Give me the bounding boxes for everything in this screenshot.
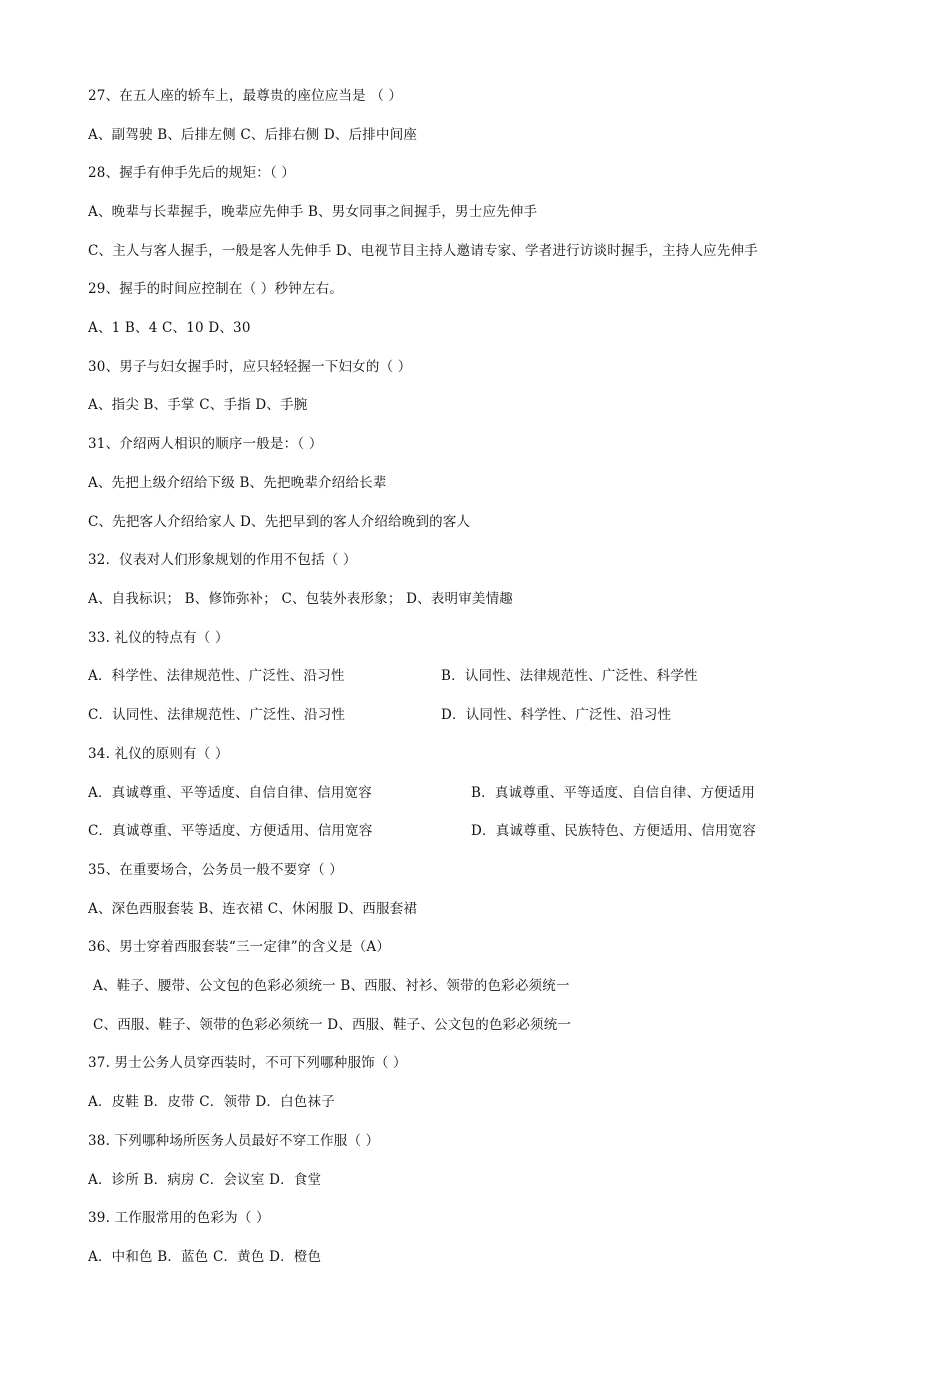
question-33-option-b: B．认同性、法律规范性、广泛性、科学性 — [441, 668, 698, 684]
question-39-stem: 39. 工作服常用的色彩为（ ） — [88, 1210, 270, 1226]
question-34-options-row-1 — [88, 781, 828, 805]
question-34-options-row-2 — [88, 819, 828, 843]
question-38-stem: 38. 下列哪种场所医务人员最好不穿工作服（ ） — [88, 1133, 380, 1149]
question-37-stem: 37. 男士公务人员穿西装时，不可下列哪种服饰（ ） — [88, 1055, 407, 1071]
question-28-options-cd: C、主人与客人握手，一般是客人先伸手 D、电视节目主持人邀请专家、学者进行访谈时握手，主持人应先伸手 — [88, 243, 758, 259]
question-33-options-row-1 — [88, 664, 808, 688]
question-29-stem: 29、握手的时间应控制在（ ）秒钟左右。 — [88, 281, 343, 297]
question-34-option-b: B．真诚尊重、平等适度、自信自律、方便适用 — [471, 785, 756, 801]
question-33-option-a: A．科学性、法律规范性、广泛性、沿习性 — [88, 668, 345, 684]
question-37-options: A．皮鞋 B．皮带 C．领带 D．白色袜子 — [88, 1094, 335, 1110]
question-34-option-a: A．真诚尊重、平等适度、自信自律、信用宽容 — [88, 785, 372, 801]
question-33-stem: 33. 礼仪的特点有（ ） — [88, 630, 229, 646]
question-29-options: A、1 B、4 C、10 D、30 — [88, 320, 251, 336]
question-34-option-c: C．真诚尊重、平等适度、方便适用、信用宽容 — [88, 823, 373, 839]
question-35-options: A、深色西服套装 B、连衣裙 C、休闲服 D、西服套裙 — [88, 901, 418, 917]
question-28-options-ab: A、晚辈与长辈握手，晚辈应先伸手 B、男女同事之间握手，男士应先伸手 — [88, 204, 538, 220]
question-39-options: A．中和色 B．蓝色 C．黄色 D．橙色 — [88, 1249, 322, 1265]
question-35-stem: 35、在重要场合，公务员一般不要穿（ ） — [88, 862, 343, 878]
question-27-options: A、副驾驶 B、后排左侧 C、后排右侧 D、后排中间座 — [88, 127, 418, 143]
question-31-options-ab: A、先把上级介绍给下级 B、先把晚辈介绍给长辈 — [88, 475, 387, 491]
question-36-options-ab: A、鞋子、腰带、公文包的色彩必须统一 B、西服、衬衫、领带的色彩必须统一 — [93, 978, 570, 994]
question-31-options-cd: C、先把客人介绍给家人 D、先把早到的客人介绍给晚到的客人 — [88, 514, 471, 530]
question-28-stem: 28、握手有伸手先后的规矩：（ ） — [88, 165, 296, 181]
question-32-options: A、自我标识； B、修饰弥补； C、包装外表形象； D、表明审美情趣 — [88, 591, 513, 607]
question-33-option-d: D．认同性、科学性、广泛性、沿习性 — [441, 707, 672, 723]
question-30-options: A、指尖 B、手掌 C、手指 D、手腕 — [88, 397, 308, 413]
question-33-option-c: C．认同性、法律规范性、广泛性、沿习性 — [88, 707, 346, 723]
question-30-stem: 30、男子与妇女握手时，应只轻轻握一下妇女的（ ） — [88, 359, 412, 375]
question-33-options-row-2 — [88, 703, 808, 727]
question-27-stem: 27、在五人座的轿车上，最尊贵的座位应当是 （ ） — [88, 88, 403, 104]
question-34-option-d: D．真诚尊重、民族特色、方便适用、信用宽容 — [471, 823, 757, 839]
question-34-stem: 34. 礼仪的原则有（ ） — [88, 746, 229, 762]
question-36-stem: 36、男士穿着西服套装“三一定律”的含义是（A） — [88, 939, 391, 955]
question-38-options: A．诊所 B．病房 C．会议室 D．食堂 — [88, 1172, 322, 1188]
question-32-stem: 32．仪表对人们形象规划的作用不包括（ ） — [88, 552, 357, 568]
question-31-stem: 31、介绍两人相识的顺序一般是：（ ） — [88, 436, 323, 452]
question-36-options-cd: C、西服、鞋子、领带的色彩必须统一 D、西服、鞋子、公文包的色彩必须统一 — [93, 1017, 572, 1033]
